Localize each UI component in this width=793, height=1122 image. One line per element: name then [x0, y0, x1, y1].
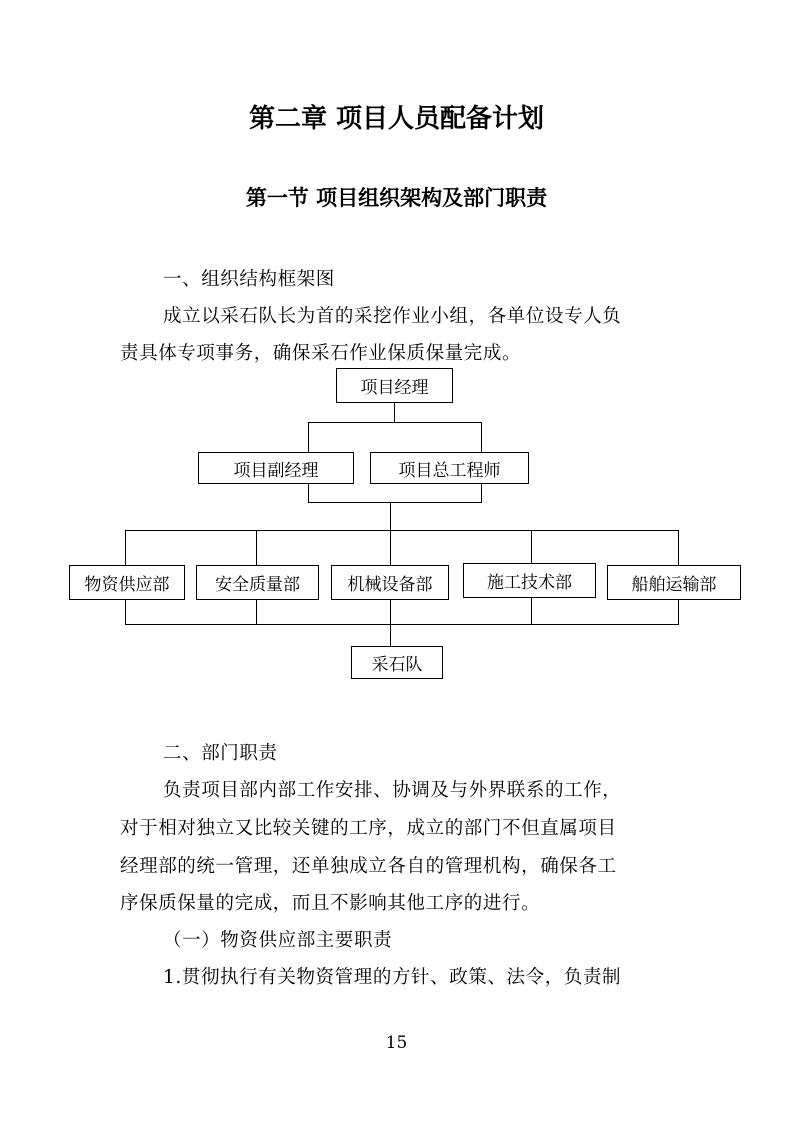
org-node-department: 施工技术部: [463, 563, 596, 598]
connector: [531, 530, 532, 563]
connector: [481, 483, 482, 503]
connector: [531, 597, 532, 624]
connector: [125, 530, 679, 531]
connector: [390, 599, 391, 646]
connector: [390, 530, 391, 565]
connector: [256, 599, 257, 624]
paragraph-line: 负责项目部内部工作安排、协调及与外界联系的工作，: [163, 780, 622, 801]
connector: [308, 422, 482, 423]
org-node-department: 安全质量部: [196, 565, 319, 600]
paragraph-line: 经理部的统一管理，还单独成立各自的管理机构，确保各工: [120, 856, 617, 877]
paragraph-line: 责具体专项事务，确保采石作业保质保量完成。: [120, 343, 522, 364]
connector: [481, 422, 482, 452]
page-number: 15: [385, 1033, 408, 1053]
connector: [308, 502, 482, 503]
org-node-quarry-team: 采石队: [351, 646, 443, 679]
connector: [125, 624, 679, 625]
org-node-deputy-manager: 项目副经理: [198, 452, 354, 484]
connector: [390, 502, 391, 530]
heading-org-chart: 一、组织结构框架图: [163, 269, 335, 290]
connector: [125, 599, 126, 624]
chapter-title: 第二章 项目人员配备计划: [248, 104, 545, 134]
connector: [678, 530, 679, 565]
org-node-chief-engineer: 项目总工程师: [370, 452, 529, 484]
section-title: 第一节 项目组织架构及部门职责: [245, 186, 548, 210]
org-node-project-manager: 项目经理: [336, 368, 453, 403]
paragraph-line: 序保质保量的完成，而且不影响其他工序的进行。: [120, 893, 541, 914]
connector: [256, 530, 257, 565]
paragraph-line: 1.贯彻执行有关物资管理的方针、政策、法令，负责制: [163, 967, 622, 988]
paragraph-line: 成立以采石队长为首的采挖作业小组，各单位设专人负: [163, 306, 622, 327]
org-node-department: 物资供应部: [69, 565, 185, 600]
subheading-materials-dept: （一）物资供应部主要职责: [163, 930, 393, 951]
paragraph-line: 对于相对独立又比较关键的工序，成立的部门不但直属项目: [120, 818, 617, 839]
connector: [308, 483, 309, 503]
heading-department-duties: 二、部门职责: [163, 743, 278, 764]
org-node-department: 机械设备部: [331, 565, 449, 600]
connector: [678, 599, 679, 624]
connector: [394, 402, 395, 422]
org-node-department: 船舶运输部: [607, 565, 741, 600]
connector: [308, 422, 309, 452]
connector: [125, 530, 126, 565]
